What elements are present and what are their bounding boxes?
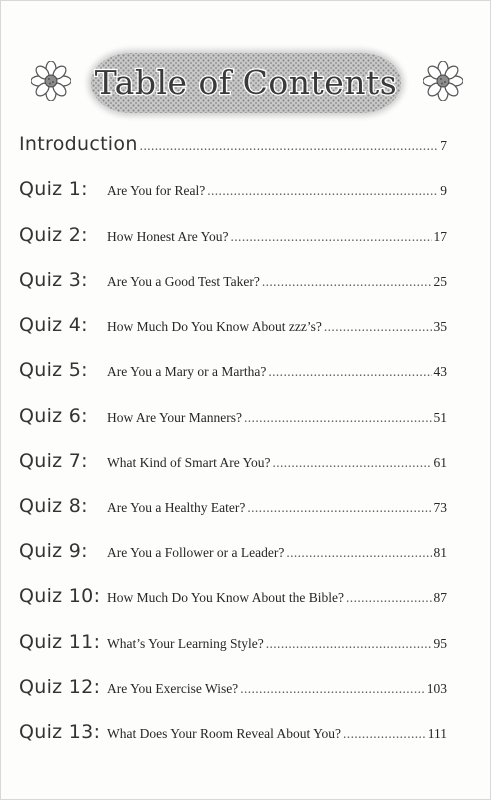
daisy-flower-icon xyxy=(31,61,71,101)
toc-entry-label: Introduction xyxy=(19,133,138,155)
quiz-title: Are You Exercise Wise? xyxy=(107,681,239,696)
quiz-number: Quiz 2: xyxy=(19,224,88,246)
quiz-number: Quiz 13: xyxy=(19,721,101,743)
toc-entry-quiz xyxy=(19,314,447,344)
toc-entry-quiz xyxy=(19,631,447,661)
dot-leader xyxy=(231,229,432,245)
toc-page-number: 95 xyxy=(433,636,447,651)
dot-leader xyxy=(324,319,432,335)
quiz-number: Quiz 5: xyxy=(19,359,88,381)
toc-entry-quiz xyxy=(19,585,447,615)
dot-leader xyxy=(272,455,431,471)
toc-header-banner xyxy=(31,49,463,121)
dot-leader xyxy=(207,183,438,199)
toc-entry-quiz xyxy=(19,359,447,389)
quiz-number: Quiz 7: xyxy=(19,450,88,472)
quiz-title: Are You for Real? xyxy=(107,183,206,198)
quiz-number: Quiz 11: xyxy=(19,631,101,653)
dot-leader xyxy=(343,726,426,742)
daisy-flower-icon xyxy=(423,61,463,101)
quiz-title: What’s Your Learning Style? xyxy=(107,636,264,651)
dot-leader xyxy=(262,274,432,290)
toc-page-number: 103 xyxy=(426,681,447,696)
dot-leader xyxy=(266,636,432,652)
dot-leader xyxy=(244,410,432,426)
quiz-title: How Honest Are You? xyxy=(107,229,229,244)
quiz-number: Quiz 12: xyxy=(19,676,101,698)
quiz-number: Quiz 1: xyxy=(19,178,88,200)
dot-leader xyxy=(140,138,439,154)
quiz-number: Quiz 4: xyxy=(19,314,88,336)
toc-entry-quiz xyxy=(19,676,447,706)
quiz-title: Are You a Follower or a Leader? xyxy=(107,545,285,560)
toc-page-number: 25 xyxy=(433,274,447,289)
toc-page-number: 61 xyxy=(433,455,447,470)
dot-leader xyxy=(247,500,431,516)
toc-page-number: 43 xyxy=(433,364,447,379)
toc-page-number: 51 xyxy=(433,410,447,425)
quiz-number: Quiz 8: xyxy=(19,495,88,517)
quiz-title: What Kind of Smart Are You? xyxy=(107,455,271,470)
quiz-title: Are You a Good Test Taker? xyxy=(107,274,260,289)
quiz-title: Are You a Mary or a Martha? xyxy=(107,364,267,379)
toc-page-number: 9 xyxy=(440,183,447,198)
toc-entry-introduction xyxy=(19,133,447,163)
quiz-title: How Much Do You Know About zzz’s? xyxy=(107,319,322,334)
toc-page-number: 73 xyxy=(433,500,447,515)
quiz-number: Quiz 6: xyxy=(19,405,88,427)
toc-entry-quiz xyxy=(19,450,447,480)
quiz-title: How Much Do You Know About the Bible? xyxy=(107,590,345,605)
toc-entry-quiz xyxy=(19,721,447,751)
page-title: Table of Contents xyxy=(94,63,398,102)
toc-entry-quiz xyxy=(19,224,447,254)
dot-leader xyxy=(346,590,431,606)
toc-page-number: 7 xyxy=(440,138,447,153)
toc-entry-quiz xyxy=(19,269,447,299)
toc-entry-quiz xyxy=(19,405,447,435)
toc-page-number: 17 xyxy=(433,229,447,244)
toc-entry-quiz xyxy=(19,540,447,570)
quiz-number: Quiz 3: xyxy=(19,269,88,291)
toc-page-number: 87 xyxy=(433,590,447,605)
toc-page-number: 111 xyxy=(427,726,447,741)
toc-entry-quiz xyxy=(19,178,447,208)
quiz-title: What Does Your Room Reveal About You? xyxy=(107,726,342,741)
toc-page-number: 35 xyxy=(433,319,447,334)
toc-entry-quiz xyxy=(19,495,447,525)
dot-leader xyxy=(286,545,431,561)
dot-leader xyxy=(240,681,425,697)
quiz-number: Quiz 10: xyxy=(19,585,101,607)
dot-leader xyxy=(268,364,431,380)
quiz-title: How Are Your Manners? xyxy=(107,410,242,425)
quiz-title: Are You a Healthy Eater? xyxy=(107,500,246,515)
quiz-number: Quiz 9: xyxy=(19,540,88,562)
toc-page-number: 81 xyxy=(433,545,447,560)
